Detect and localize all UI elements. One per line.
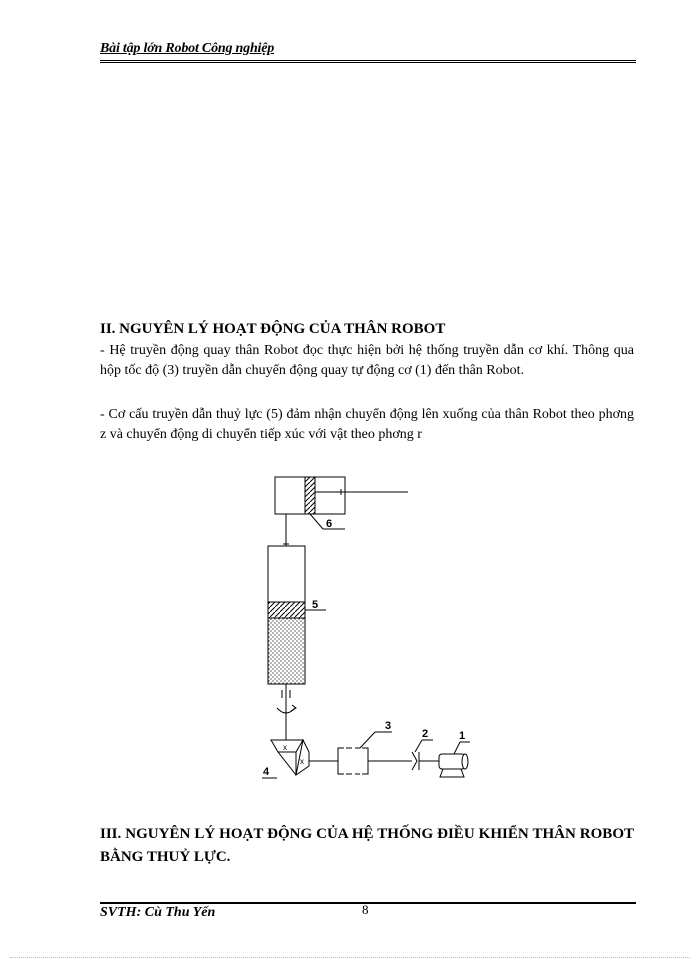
section-2-paragraph-2: - Cơ cấu truyền dẫn thuỷ lực (5) đảm nhận chuyển động lên xuống của thân Robot theo phơng z và chuyển động di chuyển tiếp xúc với vật theo phơng r bbox=[100, 407, 634, 442]
motor-1 bbox=[439, 754, 468, 777]
label-1: 1 bbox=[459, 730, 466, 742]
vertical-cylinder-5 bbox=[268, 546, 305, 684]
footer-author: SVTH: Cù Thu Yến bbox=[100, 905, 216, 920]
label-3: 3 bbox=[385, 720, 392, 732]
section-2-title: II. NGUYÊN LÝ HOẠT ĐỘNG CỦA THÂN ROBOT bbox=[100, 321, 446, 337]
page-edge bbox=[10, 957, 690, 958]
label-5: 5 bbox=[312, 599, 319, 611]
page-number: 8 bbox=[362, 902, 369, 917]
page-header-title: Bài tập lớn Robot Công nghiệp bbox=[100, 41, 275, 56]
label-x-2: x bbox=[300, 757, 304, 766]
gearbox-3 bbox=[338, 748, 368, 774]
label-x-1: x bbox=[283, 743, 287, 752]
label-4: 4 bbox=[263, 766, 270, 778]
header-rule bbox=[100, 60, 636, 61]
robot-body-diagram bbox=[230, 462, 490, 797]
section-3-title: III. NGUYÊN LÝ HOẠT ĐỘNG CỦA HỆ THỐNG ĐIỀU KHIỂN THÂN ROBOT BẰNG THUỶ LỰC. bbox=[100, 826, 634, 865]
label-2: 2 bbox=[422, 728, 429, 740]
header-rule-2 bbox=[100, 62, 636, 63]
section-2-paragraph-1: - Hệ truyền động quay thân Robot đọc thực hiện bởi hệ thống truyền dẫn cơ khí. Thông qua hộp tốc độ (3) truyền dẫn chuyển động quay tự động cơ (1) đến thân Robot. bbox=[100, 343, 634, 378]
horizontal-cylinder-6 bbox=[275, 477, 408, 514]
coupling-2 bbox=[412, 752, 419, 770]
label-6: 6 bbox=[326, 518, 333, 530]
